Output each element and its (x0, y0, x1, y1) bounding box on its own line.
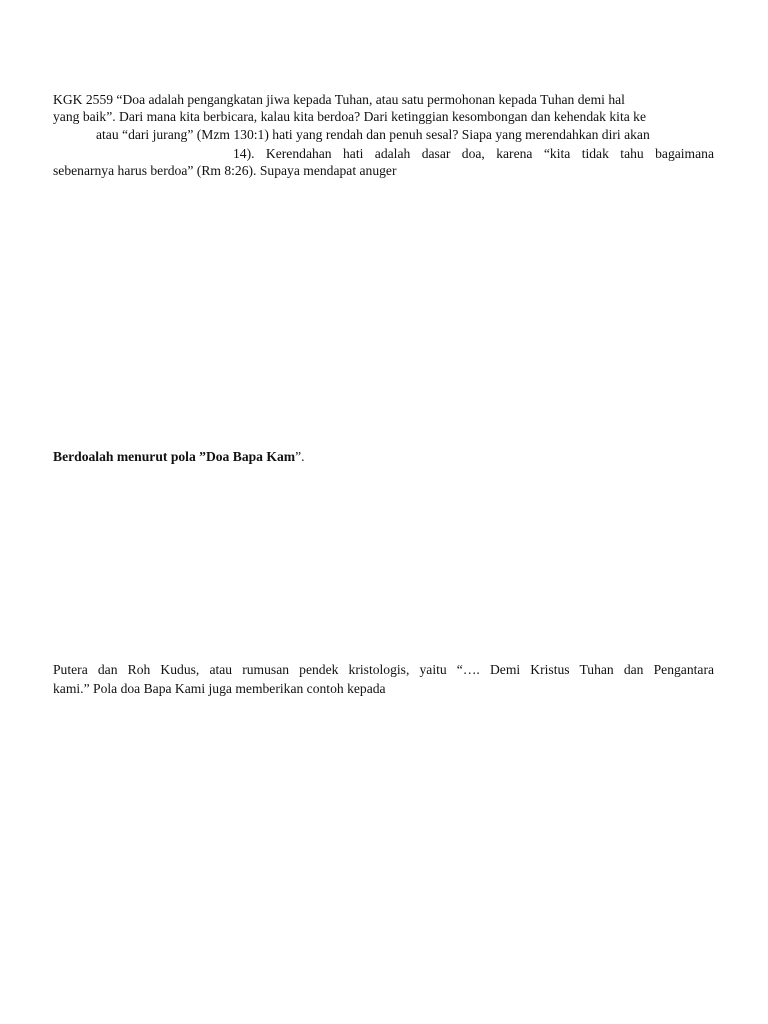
text-line: KGK 2559 “Doa adalah pengangkatan jiwa kepada Tuhan, atau satu permohonan kepada Tuhan demi hal (53, 92, 625, 107)
text-line: kami.” Pola doa Bapa Kami juga memberikan contoh kepada (53, 681, 386, 696)
text-line: atau “dari jurang” (Mzm 130:1) hati yang rendah dan penuh sesal? Siapa yang merendahkan diri akan (96, 127, 650, 142)
heading-tail-text: ”. (295, 449, 305, 464)
heading-bold-text: Berdoalah menurut pola ”Doa Bapa Kam (53, 449, 296, 464)
text-line: Putera dan Roh Kudus, atau rumusan pendek kristologis, yaitu “…. Demi Kristus Tuhan dan Pengantara (53, 662, 714, 677)
text-line: yang baik”. Dari mana kita berbicara, kalau kita berdoa? Dari ketinggian kesombongan dan kehendak kita ke (53, 109, 646, 124)
text-line: sebenarnya harus berdoa” (Rm 8:26). Supaya mendapat anuger (53, 163, 397, 178)
text-line: 14). Kerendahan hati adalah dasar doa, karena “kita tidak tahu bagaimana (233, 146, 714, 161)
section-heading (53, 448, 714, 466)
